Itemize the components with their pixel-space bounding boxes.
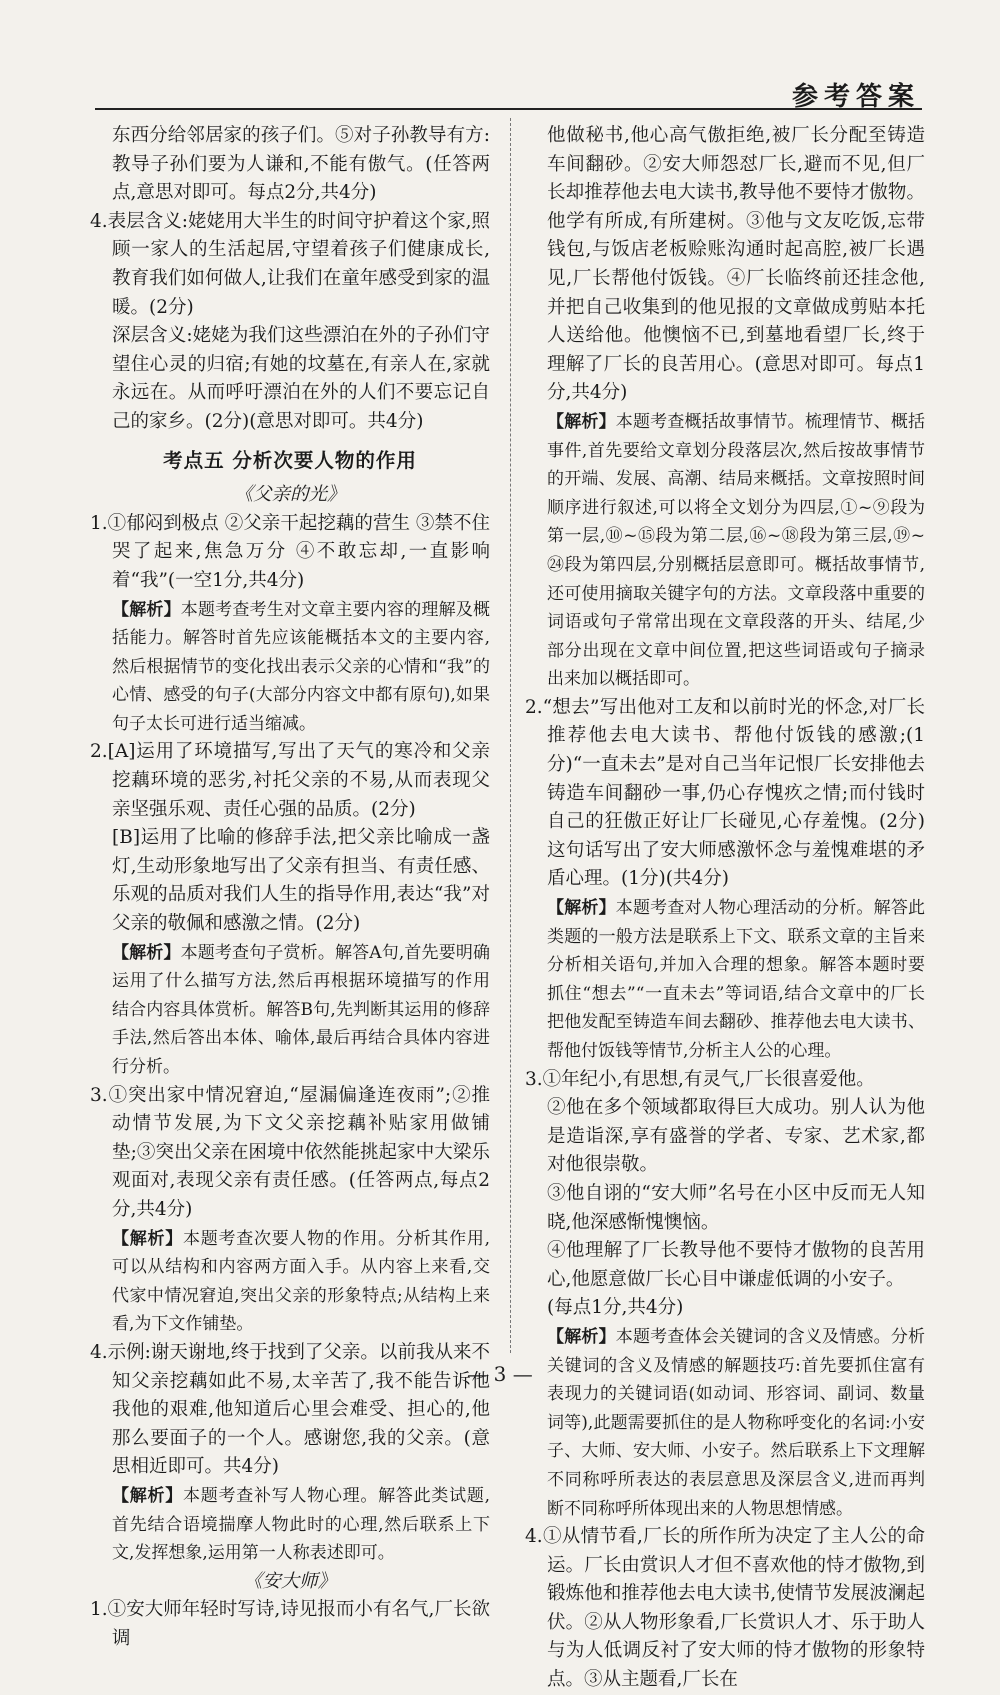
- analysis-text: 本题考查句子赏析。解答A句,首先要明确运用了什么描写方法,然后再根据环境描写的作用结合内容具体赏析。解答B句,先判断其运用的修辞手法,然后答出本体、喻体,最后再结合具体内容进行分析。: [112, 942, 490, 1077]
- left-column: [90, 122, 490, 1653]
- answer-paragraph: [B]运用了比喻的修辞手法,把父亲比喻成一盏灯,生动形象地写出了父亲有担当、有责任感、乐观的品质对我们人生的指导作用,表达“我”对父亲的敬佩和感激之情。(2分): [112, 827, 490, 935]
- score-note: (每点1分,共4分): [547, 1297, 684, 1319]
- answer-item: 2.[A]运用了环境描写,写出了天气的寒冷和父亲挖藕环境的恶劣,衬托父亲的不易,从而表现父亲坚强乐观、责任心强的品质。(2分): [90, 741, 490, 820]
- analysis-paragraph: [90, 1225, 490, 1339]
- analysis-label: 【解析】: [112, 1485, 183, 1506]
- answer-item: 3.①年纪小,有思想,有灵气,厂长很喜爱他。: [525, 1068, 875, 1090]
- answer-item: 1.①安大师年轻时写诗,诗见报而小有名气,厂长欲调: [90, 1599, 490, 1649]
- answer-item: 4.①从情节看,厂长的所作所为决定了主人公的命运。厂长由赏识人才但不喜欢他的恃才傲物,到锻炼他和推荐他去电大读书,使情节发展波澜起伏。②从人物形象看,厂长赏识人才、乐于助人与为人低调反衬了安大师的恃才傲物的形象特点。③从主题看,厂长在: [525, 1526, 925, 1691]
- analysis-text: 本题考查考生对文章主要内容的理解及概括能力。解答时首先应该能概括本文的主要内容,然后根据情节的变化找出表示父亲的心情和“我”的心情、感受的句子(大部分内容文中都有原句),如果句子太长可进行适当缩减。: [112, 599, 491, 734]
- analysis-text: 本题考查对人物心理活动的分析。解答此类题的一般方法是联系上下文、联系文章的主旨来分析相关语句,并加入合理的想象。解答本题时要抓住“想去”“一直未去”等词语,结合文章中的厂长把他发配至铸造车间去翻砂、推荐他去电大读书、帮他付饭钱等情节,分析主人公的心理。: [547, 898, 926, 1061]
- answer-paragraph: 他做秘书,他心高气傲拒绝,被厂长分配至铸造车间翻砂。②安大师怨怼厂长,避而不见,但厂长却推荐他去电大读书,教导他不要恃才傲物。他学有所成,有所建树。③他与文友吃饭,忘带钱包,与饭店老板赊账沟通时起高腔,被厂长遇见,厂长帮他付饭钱。④厂长临终前还挂念他,并把自己收集到的他见报的文章做成剪贴本托人送给他。他懊恼不已,到墓地看望厂长,终于理解了厂长的良苦用心。(意思对即可。每点1分,共4分): [547, 125, 925, 404]
- article-title: 《父亲的光》: [234, 484, 346, 506]
- header-rule: [95, 108, 922, 110]
- header-title: 参考答案: [791, 82, 920, 112]
- page-number: — 3 —: [467, 1362, 533, 1386]
- analysis-text: 本题考查补写人物心理。解答此类试题,首先结合语境揣摩人物此时的心理,然后联系上下文,发挥想象,运用第一人称表述即可。: [112, 1485, 491, 1564]
- analysis-label: 【解析】: [112, 599, 181, 620]
- answer-item: 1.①郁闷到极点 ②父亲干起挖藕的营生 ③禁不住哭了起来,焦急万分 ④不敢忘却,一直影响着“我”(一空1分,共4分): [90, 512, 490, 591]
- analysis-paragraph: [525, 894, 925, 1066]
- answer-item: 4.表层含义:姥姥用大半生的时间守护着这个家,照顾一家人的生活起居,守望着孩子们健康成长,教育我们如何做人,让我们在童年感受到家的温暖。(2分): [90, 210, 490, 318]
- answer-paragraph: ④他理解了厂长教导他不要恃才傲物的良苦用心,他愿意做厂长心目中谦虚低调的小安子。: [547, 1240, 925, 1290]
- analysis-label: 【解析】: [112, 1228, 183, 1249]
- answer-paragraph: 东西分给邻居家的孩子们。⑤对子孙教导有方:教导子孙们要为人谦和,不能有傲气。(任答两点,意思对即可。每点2分,共4分): [112, 125, 490, 204]
- analysis-text: 本题考查次要人物的作用。分析其作用,可以从结构和内容两方面入手。从内容上来看,交代家中情况窘迫,突出父亲的形象特点;从结构上来看,为下文作铺垫。: [112, 1228, 491, 1335]
- analysis-label: 【解析】: [547, 411, 616, 432]
- analysis-paragraph: [90, 1482, 490, 1568]
- analysis-text: 本题考查概括故事情节。梳理情节、概括事件,首先要给文章划分段落层次,然后按故事情节的开端、发展、高潮、结局来概括。文章按照时间顺序进行叙述,可以将全文划分为四层,①~⑨段为第一层,⑩~⑮段为第二层,⑯~⑱段为第三层,⑲~㉔段为第四层,分别概括层意即可。概括故事情节,还可使用摘取关键字句的方法。文章段落中重要的词语或句子常常出现在文章段落的开头、结尾,少部分出现在文章中间位置,把这些词语或句子摘录出来加以概括即可。: [547, 411, 926, 690]
- answer-paragraph: ②他在多个领域都取得巨大成功。别人认为他是造诣深,享有盛誉的学者、专家、艺术家,都对他很崇敬。: [547, 1097, 925, 1176]
- answer-paragraph: ③他自诩的“安大师”名号在小区中反而无人知晓,他深感惭愧懊恼。: [547, 1182, 925, 1233]
- answer-item: 4.示例:谢天谢地,终于找到了父亲。以前我从来不知父亲挖藕如此不易,太辛苦了,我不能告诉他我他的艰难,他知道后心里会难受、担心的,他那么要面子的一个人。感谢您,我的父亲。(意思相近即可。共4分): [90, 1341, 490, 1478]
- section-title: 考点五 分析次要人物的作用: [163, 448, 417, 472]
- analysis-paragraph: [525, 1323, 925, 1523]
- analysis-paragraph: [525, 408, 925, 694]
- column-divider: [510, 118, 511, 1353]
- analysis-label: 【解析】: [547, 898, 616, 919]
- analysis-text: 本题考查体会关键词的含义及情感。分析关键词的含义及情感的解题技巧:首先要抓住富有表现力的关键词语(如动词、形容词、副词、数量词等),此题需要抓住的是人物称呼变化的名词:小安子、大师、安大师、小安子。然后联系上下文理解不同称呼所表达的表层意思及深层含义,进而再判断不同称呼所体现出来的人物思想情感。: [547, 1326, 926, 1519]
- answer-item: 2.“想去”写出他对工友和以前时光的怀念,对厂长推荐他去电大读书、帮他付饭钱的感激;(1分)“一直未去”是对自己当年记恨厂长安排他去铸造车间翻砂一事,仍心存愧疚之情;而付钱时自己的狂傲正好让厂长碰见,心存羞愧。(2分)这句话写出了安大师感激怀念与羞愧难堪的矛盾心理。(1分)(共4分): [525, 696, 925, 890]
- analysis-label: 【解析】: [112, 942, 181, 963]
- analysis-label: 【解析】: [547, 1326, 616, 1347]
- right-column: [525, 122, 925, 1695]
- article-title: 《安大师》: [243, 1570, 337, 1592]
- answer-paragraph: 深层含义:姥姥为我们这些漂泊在外的子孙们守望住心灵的归宿;有她的坟墓在,有亲人在,家就永远在。从而呼吁漂泊在外的人们不要忘记自己的家乡。(2分)(意思对即可。共4分): [112, 325, 490, 432]
- analysis-paragraph: [90, 596, 490, 739]
- analysis-paragraph: [90, 939, 490, 1082]
- answer-item: 3.①突出家中情况窘迫,“屋漏偏逢连夜雨”;②推动情节发展,为下文父亲挖藕补贴家用做铺垫;③突出父亲在困境中依然能挑起家中大梁乐观面对,表现父亲有责任感。(任答两点,每点2分,共4分): [90, 1084, 490, 1220]
